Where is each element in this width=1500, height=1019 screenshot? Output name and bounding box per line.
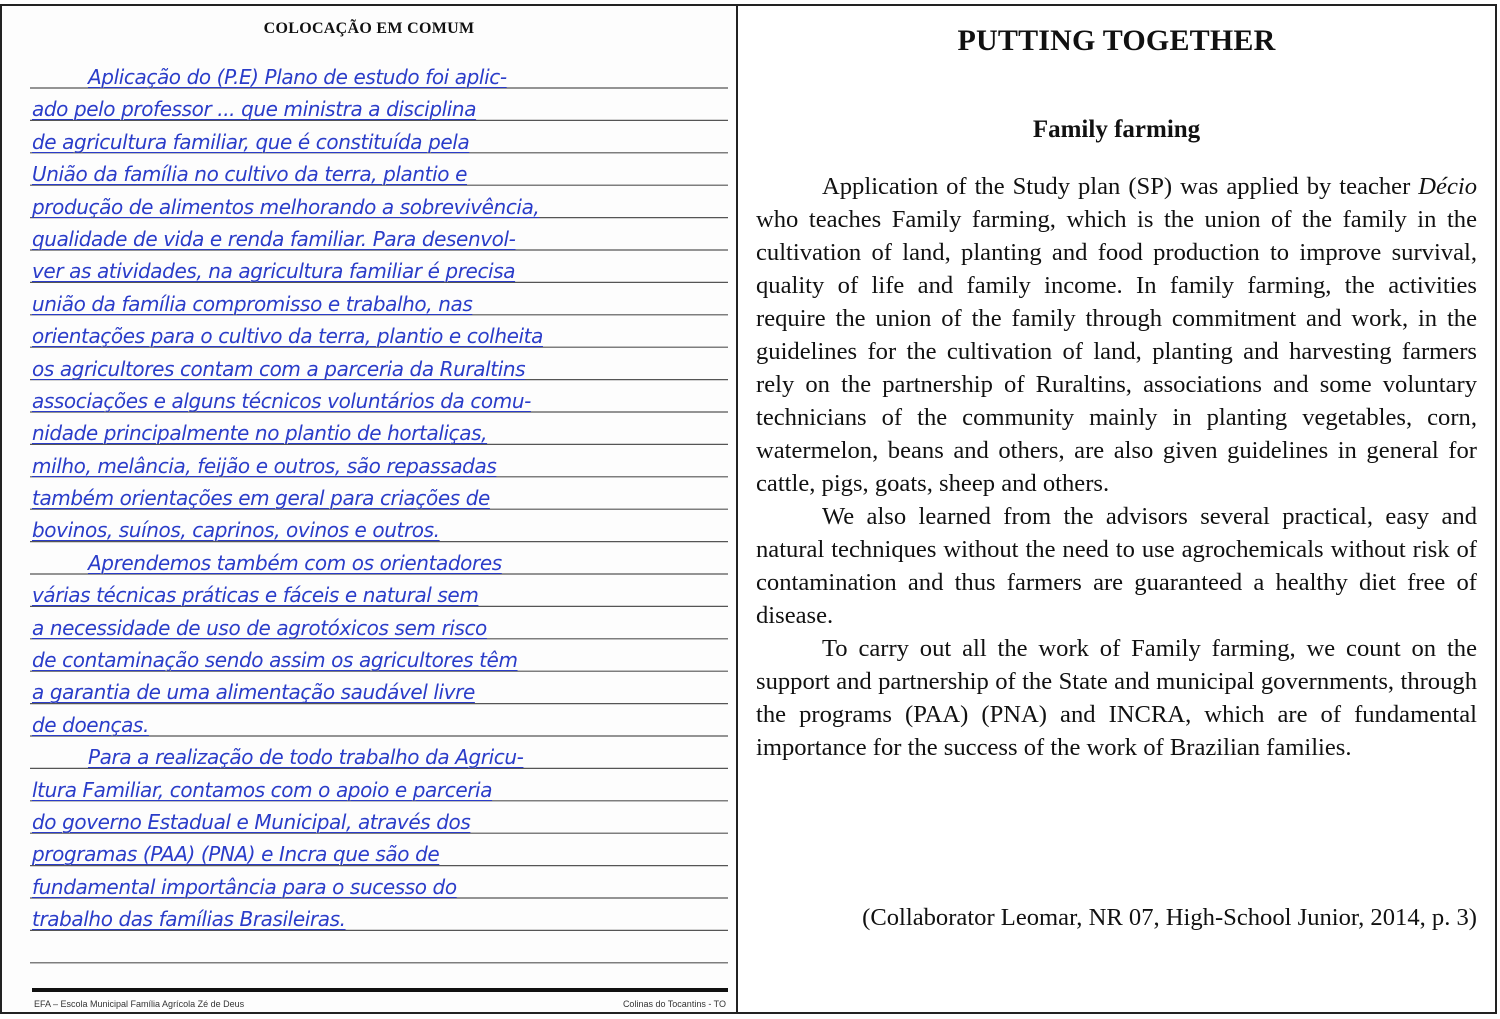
document-frame — [0, 4, 1497, 1014]
handwritten-line: ver as atividades, na agricultura familiar é precisa — [32, 259, 516, 284]
paragraph-2: We also learned from the advisors several practical, easy and natural techniques without the need to use agrochemicals without risk of contamination and thus farmers are guaranteed a healthy diet free of disease. — [756, 503, 1477, 629]
translation-subtitle: Family farming — [1032, 116, 1201, 143]
handwritten-line: qualidade de vida e renda familiar. Para desenvol- — [32, 226, 516, 251]
paragraph-3: To carry out all the work of Family farming, we count on the support and partnership of the State and municipal governments, through the programs (PAA) (PNA) and INCRA, which are of fundamental importance for the success of the work of Brazilian families. — [756, 635, 1477, 761]
translation-title: PUTTING TOGETHER — [957, 24, 1276, 57]
handwritten-line: também orientações em geral para criações de — [32, 486, 490, 511]
handwritten-line: nidade principalmente no plantio de hortaliças, — [32, 421, 488, 446]
handwritten-line: de doenças. — [32, 712, 149, 737]
teacher-name: Décio — [1418, 173, 1477, 200]
handwritten-line: ltura Familiar, contamos com o apoio e parceria — [32, 777, 493, 802]
handwritten-line: milho, melância, feijão e outros, são repassadas — [32, 453, 497, 478]
handwritten-page-title: COLOCAÇÃO EM COMUM — [263, 20, 475, 37]
handwritten-line: a garantia de uma alimentação saudável livre — [32, 680, 475, 705]
translation-page — [738, 6, 1495, 1012]
footer-rule — [32, 988, 728, 992]
handwritten-line: Para a realização de todo trabalho da Agricu- — [88, 745, 524, 770]
handwritten-page — [2, 6, 738, 1012]
handwritten-line: Aplicação do (P.E) Plano de estudo foi aplic- — [88, 65, 507, 89]
footer-location: Colinas do Tocantins - TO — [622, 999, 726, 1009]
handwritten-line: de agricultura familiar, que é constituída pela — [32, 129, 470, 154]
handwritten-line: orientações para o cultivo da terra, plantio e colheita — [32, 324, 543, 349]
handwritten-line: produção de alimentos melhorando a sobrevivência, — [32, 194, 540, 219]
handwritten-line: os agricultores contam com a parceria da Ruraltins — [32, 356, 526, 381]
handwritten-line: associações e alguns técnicos voluntários da comu- — [32, 388, 531, 413]
footer-school-name: EFA – Escola Municipal Família Agrícola Zé de Deus — [34, 999, 245, 1009]
paragraph-1-start: Application of the Study plan (SP) was applied by teacher — [822, 173, 1419, 200]
handwritten-text — [32, 61, 732, 936]
paragraph-1-end: who teaches Family farming, which is the union of the family in the cultivation of land, planting and food production to improve survival, quality of life and family income. In family farming, the activities require the union of the family through commitment and work, in the guidelines for the cultivation of land, planting and harvesting farmers rely on the partnership of Ruraltins, associations and some voluntary technicians of the community mainly in planting vegetables, corn, watermelon, beans and others, are also given guidelines in general for cattle, pigs, goats, sheep and others. — [756, 206, 1477, 497]
paragraph-1 — [756, 170, 1477, 500]
handwritten-line: União da família no cultivo da terra, plantio e — [32, 162, 467, 187]
handwritten-line: de contaminação sendo assim os agricultores têm — [32, 648, 518, 673]
handwritten-line: trabalho das famílias Brasileiras. — [32, 907, 346, 932]
handwritten-line: a necessidade de uso de agrotóxicos sem risco — [32, 615, 487, 640]
handwritten-line: várias técnicas práticas e fáceis e natural sem — [32, 583, 479, 608]
handwritten-line: do governo Estadual e Municipal, através dos — [32, 809, 471, 834]
handwritten-line: fundamental importância para o sucesso do — [32, 874, 457, 899]
handwritten-line: ado pelo professor ... que ministra a disciplina — [32, 97, 477, 122]
citation: (Collaborator Leomar, NR 07, High-School Junior, 2014, p. 3) — [862, 904, 1477, 931]
handwritten-line: Aprendemos também com os orientadores — [88, 550, 502, 575]
handwritten-line: bovinos, suínos, caprinos, ovinos e outros. — [32, 518, 440, 543]
handwritten-line: programas (PAA) (PNA) e Incra que são de — [32, 842, 440, 867]
handwritten-line: união da família compromisso e trabalho, nas — [32, 291, 473, 316]
